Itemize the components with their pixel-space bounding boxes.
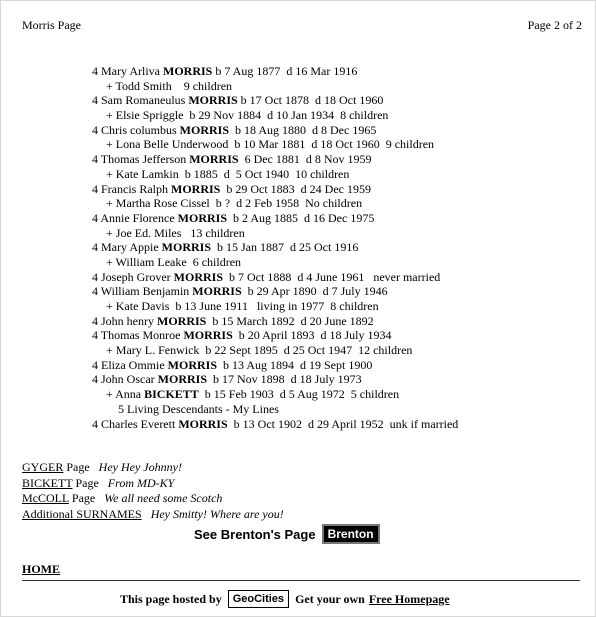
link-tagline: Hey Smitty! Where are you! [150,506,284,521]
entry-text: 4 William Benjamin [92,284,193,299]
entry-text: 4 Mary Appie [92,240,162,255]
brenton-text: See Brenton's Page [194,526,316,542]
link-suffix: Page [63,460,93,474]
spouse-row [92,137,458,152]
entry-text: 4 Eliza Ommie [92,357,168,372]
spouse-row [92,79,458,94]
surname: MORRIS [178,416,228,431]
child-row [92,240,458,255]
free-homepage-link[interactable]: Free Homepage [368,591,450,606]
entry-text: 4 Charles Everett [92,416,179,431]
entry-text: 4 Thomas Monroe [92,328,184,343]
surname: MORRIS [161,240,211,255]
entry-dates: b 13 Aug 1894 d 19 Sept 1900 [217,357,373,372]
entry-text: 4 Annie Florence [92,210,178,225]
child-row [92,123,458,138]
note-row [92,402,458,417]
entry-text: 4 Sam Romaneulus [92,93,189,108]
spouse-row [92,343,458,358]
child-row [92,417,458,432]
hosted-by-text: This page hosted by [120,591,222,606]
entry-dates: b 17 Oct 1878 d 18 Oct 1960 [237,93,384,108]
surname-page-link[interactable]: GYGER [22,460,64,474]
child-row [92,284,458,299]
entry-dates: 6 Dec 1881 d 8 Nov 1959 [238,152,372,167]
surname: MORRIS [189,152,239,167]
link-suffix: Page [68,491,99,505]
brenton-promo [194,524,380,544]
surname-link-row [22,460,284,476]
page-number: Page 2 of 2 [527,18,582,32]
spouse-row [92,387,458,402]
child-row [92,372,458,387]
link-suffix: Page [72,475,102,490]
surname-link-row [22,507,284,523]
geocities-badge[interactable]: GeoCities [228,590,289,608]
entry-text: + William Leake 6 children [106,254,242,269]
surname: MORRIS [157,313,207,328]
entry-dates: b 29 Oct 1883 d 24 Dec 1959 [220,181,371,196]
entry-dates: b 7 Oct 1888 d 4 June 1961 never married [223,269,441,284]
link-suffix [142,507,145,521]
surname: BICKETT [144,387,199,402]
entry-text: + Kate Lamkin b 1885 d 5 Oct 1940 10 children [106,166,350,181]
surname: MORRIS [188,93,238,108]
surname: MORRIS [171,181,221,196]
child-row [92,93,458,108]
entry-text: + Anna [106,387,145,402]
entry-text: 4 Thomas Jefferson [92,152,190,167]
child-row [92,182,458,197]
entry-text: + Joe Ed. Miles 13 children [106,225,245,240]
entry-dates: b 29 Apr 1890 d 7 July 1946 [241,284,388,299]
entry-dates: b 7 Aug 1877 d 16 Mar 1916 [212,64,358,78]
child-row [92,314,458,329]
entry-text: 4 John Oscar [92,372,158,387]
home-link[interactable]: HOME [22,562,60,576]
page-title: Morris Page [22,18,81,32]
get-your-own-text: Get your own [295,591,365,606]
spouse-row [92,299,458,314]
entry-text: 4 Joseph Grover [92,269,174,284]
child-row [92,270,458,285]
entry-text: + Lona Belle Underwood b 10 Mar 1881 d 18 Oct 1960 9 children [106,137,435,152]
divider [22,580,580,581]
child-row [92,328,458,343]
entry-text: + Kate Davis b 13 June 1911 living in 1977 8 children [106,299,379,313]
child-row [92,211,458,226]
surname: MORRIS [192,284,242,299]
entry-dates: b 20 April 1893 d 18 July 1934 [232,328,392,343]
entry-text: + Martha Rose Cissel b ? d 2 Feb 1958 No children [106,196,363,211]
surname-page-link[interactable]: McCOLL [22,491,69,505]
surname: MORRIS [183,328,233,343]
entry-text: + Todd Smith 9 children [106,78,233,93]
spouse-row [92,196,458,211]
surname-links [22,460,284,522]
surname: MORRIS [177,210,227,225]
spouse-row [92,167,458,182]
spouse-row [92,226,458,241]
child-row [92,152,458,167]
surname: MORRIS [163,64,213,78]
entry-text: 4 Francis Ralph [92,181,171,196]
surname: MORRIS [179,122,230,137]
hosting-footer [120,590,450,608]
entry-dates: b 18 Aug 1880 d 8 Dec 1965 [229,122,377,137]
entry-dates: b 2 Aug 1885 d 16 Dec 1975 [227,210,375,225]
entry-text: 5 Living Descendants - My Lines [118,401,279,416]
entry-dates: b 13 Oct 1902 d 29 April 1952 unk if married [227,416,459,431]
surname: MORRIS [173,269,223,284]
entry-text: 4 Mary Arliva [92,64,163,78]
surname: MORRIS [157,372,207,387]
entry-text: 4 John henry [92,313,157,328]
surname-page-link[interactable]: Additional SURNAMES [22,506,142,521]
child-row [92,358,458,373]
link-tagline: Hey Hey Johnny! [98,460,182,474]
child-row [92,64,458,79]
brenton-button[interactable]: Brenton [322,524,380,544]
spouse-row [92,108,458,123]
entry-dates: b 15 Feb 1903 d 5 Aug 1972 5 children [198,387,400,402]
entry-text: + Elsie Spriggle b 29 Nov 1884 d 10 Jan 1934 8 children [106,108,389,123]
link-tagline: From MD-KY [107,475,175,490]
link-tagline: We all need some Scotch [104,491,223,505]
surname-link-row [22,491,284,507]
spouse-row [92,255,458,270]
surname-page-link[interactable]: BICKETT [22,475,73,490]
entry-dates: b 17 Nov 1898 d 18 July 1973 [207,372,362,387]
entry-text: + Mary L. Fenwick b 22 Sept 1895 d 25 Oct 1947 12 children [106,343,413,358]
surname-link-row [22,476,284,492]
entry-text: 4 Chris columbus [92,122,180,137]
surname: MORRIS [167,357,217,372]
descendant-list [92,64,458,431]
entry-dates: b 15 Jan 1887 d 25 Oct 1916 [211,240,359,255]
entry-dates: b 15 March 1892 d 20 June 1892 [206,313,374,328]
